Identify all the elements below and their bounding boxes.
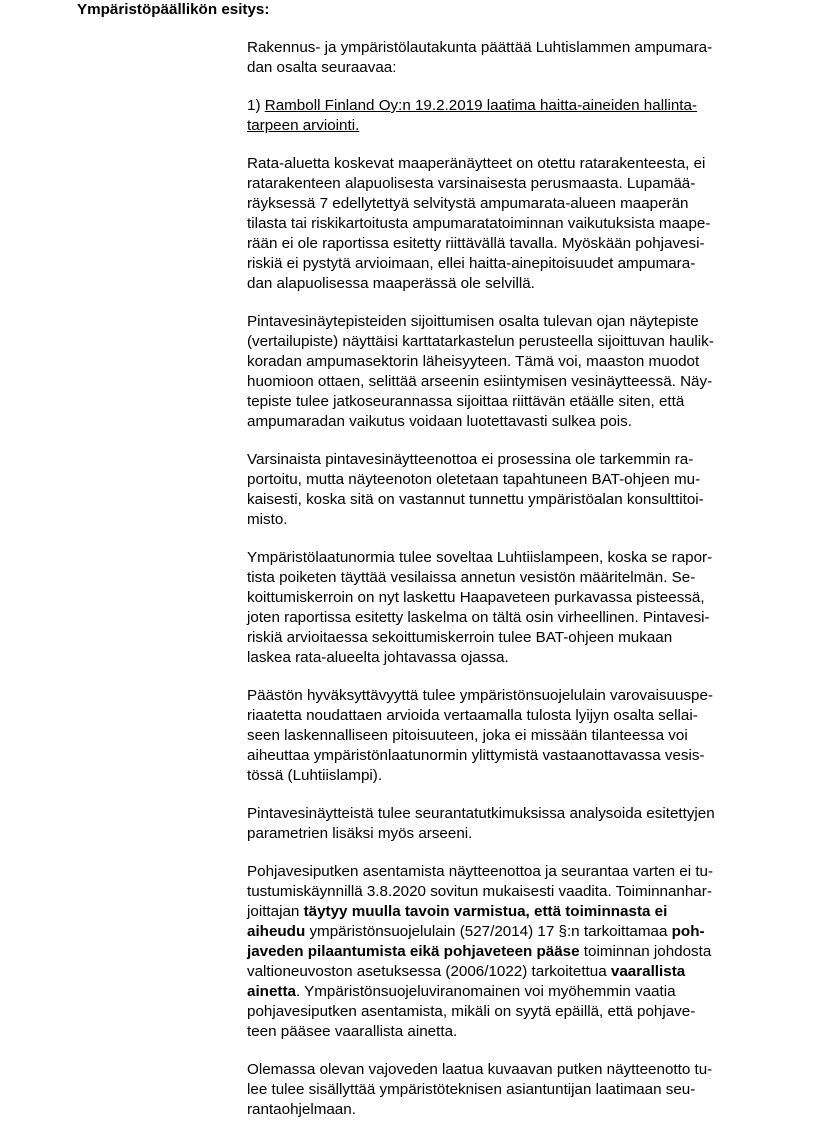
section-heading: Ympäristöpäällikön esitys: (77, 1, 270, 18)
text-segment: Pintavesinäytteistä tulee seurantatutkimuksissa analysoida esitettyjen (247, 805, 715, 822)
text-segment: Pintavesinäytepisteiden sijoittumisen osalta tulevan ojan näytepiste (247, 313, 699, 330)
text-line (247, 392, 747, 412)
text-segment: Päästön hyväksyttävyyttä tulee ympäristönsuojelulain varovaisuuspe- (247, 687, 713, 704)
text-line (247, 174, 747, 194)
text-segment: Rata-aluetta koskevat maaperänäytteet on otettu ratarakenteesta, ei (247, 155, 706, 172)
text-segment: huomioon ottaen, selittää arseenin esiintymisen vesinäytteessä. Näy- (247, 373, 713, 390)
text-segment: räyksessä 7 edellytettyä selvitystä ampumarata-alueen maaperän (247, 195, 689, 212)
text-line (247, 746, 747, 766)
text-line (247, 824, 747, 844)
paragraph (247, 686, 747, 786)
paragraph (247, 548, 747, 668)
text-line (247, 804, 747, 824)
text-line (247, 154, 747, 174)
text-segment: . Ympäristönsuojeluviranomainen voi myöhemmin vaatia (295, 983, 676, 1000)
text-line (247, 510, 747, 530)
bold-text: vaarallista (610, 963, 686, 980)
text-segment: (vertailupiste) näyttäisi karttatarkastelun perusteella sijoittuvan haulik- (247, 333, 714, 350)
text-segment: tista poiketen täyttää vesilaissa annetun vesistön määritelmän. Se- (247, 569, 696, 586)
text-line (247, 882, 747, 902)
proposal-body (247, 38, 747, 1138)
text-line (247, 194, 747, 214)
text-line (247, 1002, 747, 1022)
text-segment: dan osalta seuraavaa: (247, 59, 397, 76)
text-line (247, 1100, 747, 1120)
paragraph (247, 450, 747, 530)
text-line (247, 372, 747, 392)
text-segment: koittumiskerroin on nyt laskettu Haapaveteen purkavassa pisteessä, (247, 589, 705, 606)
text-segment: ratarakenteen alapuolisesta varsinaisesta perusmaasta. Lupamää- (247, 175, 696, 192)
text-line (247, 412, 747, 432)
text-line (247, 58, 747, 78)
paragraph (247, 38, 747, 78)
text-segment: joten raportissa esitetty laskelma on tältä osin virheellinen. Pintavesi- (247, 609, 710, 626)
text-line (247, 234, 747, 254)
text-line (247, 274, 747, 294)
bold-text: täytyy muulla tavoin varmistua, että toiminnasta ei (303, 903, 668, 920)
text-segment: riskiä ei pystytä arvioimaan, ellei haitta-ainepitoisuudet ampumara- (247, 255, 696, 272)
text-line (247, 470, 747, 490)
text-line (247, 312, 747, 332)
text-line (247, 1022, 747, 1042)
text-segment: 1) (247, 97, 265, 114)
text-line (247, 608, 747, 628)
text-line (247, 214, 747, 234)
text-line (247, 548, 747, 568)
text-line (247, 648, 747, 668)
text-segment: portoitu, mutta näyteenoton oletetaan tapahtuneen BAT-ohjeen mu- (247, 471, 701, 488)
text-line (247, 588, 747, 608)
text-segment: tepiste tulee jatkoseurannassa sijoittaa riittävän etäälle siten, että (247, 393, 685, 410)
text-segment: ampumaradan vaikutus voidaan luotettavasti sulkea pois. (247, 413, 632, 430)
text-line (247, 628, 747, 648)
text-line (247, 706, 747, 726)
text-line (247, 982, 747, 1002)
text-segment: Ympäristölaatunormia tulee soveltaa Luhtiislampeen, koska se rapor- (247, 549, 713, 566)
text-segment: misto. (247, 511, 288, 528)
text-line (247, 116, 747, 136)
text-line (247, 862, 747, 882)
paragraph (247, 96, 747, 136)
paragraph (247, 1060, 747, 1120)
paragraph (247, 804, 747, 844)
text-line (247, 902, 747, 922)
text-segment: Pohjavesiputken asentamista näytteenottoa ja seurantaa varten ei tu- (247, 863, 714, 880)
text-line (247, 332, 747, 352)
text-segment: riaatetta noudattaen arvioida vertaamalla tulosta lyijyn osalta sellai- (247, 707, 698, 724)
text-segment: laskea rata-alueelta johtavassa ojassa. (247, 649, 509, 666)
bold-text: aiheudu (247, 923, 306, 940)
text-line (247, 450, 747, 470)
text-line (247, 726, 747, 746)
text-segment: Varsinaista pintavesinäytteenottoa ei prosessina ole tarkemmin ra- (247, 451, 694, 468)
text-line (247, 490, 747, 510)
text-line (247, 766, 747, 786)
underlined-text: tarpeen arviointi. (247, 117, 360, 134)
text-line (247, 1060, 747, 1080)
text-segment: tössä (Luhtiislampi). (247, 767, 383, 784)
paragraph (247, 154, 747, 294)
paragraph (247, 862, 747, 1042)
text-segment: joittajan (247, 903, 304, 920)
text-segment: Olemassa olevan vajoveden laatua kuvaavan putken näytteenotto tu- (247, 1061, 713, 1078)
text-segment: rantaohjelmaan. (247, 1101, 356, 1118)
text-line (247, 922, 747, 942)
text-segment: aiheuttaa ympäristönlaatunormin ylittymistä vastaanottavassa vesis- (247, 747, 705, 764)
bold-text: javeden pilaantumista eikä pohjaveteen pääse (247, 943, 580, 960)
text-line (247, 352, 747, 372)
text-line (247, 96, 747, 116)
text-line (247, 254, 747, 274)
text-segment: lee tulee sisällyttää ympäristöteknisen asiantuntijan laatimaan seu- (247, 1081, 696, 1098)
text-segment: seen laskennalliseen pitoisuuteen, joka ei missään tilanteessa voi (247, 727, 688, 744)
text-line (247, 38, 747, 58)
text-line (247, 1080, 747, 1100)
text-segment: rään ei ole raportissa esitetty riittävällä tavalla. Myöskään pohjavesi- (247, 235, 705, 252)
text-segment: toiminnan johdosta (579, 943, 712, 960)
text-segment: valtioneuvoston asetuksessa (2006/1022) tarkoitettua (247, 963, 611, 980)
bold-text: ainetta (247, 983, 296, 1000)
text-line (247, 568, 747, 588)
paragraph (247, 312, 747, 432)
text-segment: dan alapuolisessa maaperässä ole selvillä. (247, 275, 535, 292)
text-segment: koradan ampumasektorin läheisyyteen. Tämä voi, maaston muodot (247, 353, 700, 370)
underlined-text: Ramboll Finland Oy:n 19.2.2019 laatima haitta-aineiden hallinta- (264, 97, 697, 114)
bold-text: poh- (671, 923, 705, 940)
text-segment: pohjavesiputken asentamista, mikäli on syytä epäillä, että pohjave- (247, 1003, 696, 1020)
text-segment: kaisesti, koska sitä on vastannut tunnettu ympäristöalan konsulttitoi- (247, 491, 704, 508)
text-line (247, 962, 747, 982)
text-segment: parametrien lisäksi myös arseeni. (247, 825, 473, 842)
text-segment: Rakennus- ja ympäristölautakunta päättää Luhtislammen ampumara- (247, 39, 713, 56)
text-line (247, 942, 747, 962)
text-segment: riskiä arvioitaessa sekoittumiskerroin tulee BAT-ohjeen mukaan (247, 629, 673, 646)
text-segment: teen pääsee vaarallista ainetta. (247, 1023, 458, 1040)
text-segment: ympäristönsuojelulain (527/2014) 17 §:n tarkoittamaa (305, 923, 672, 940)
text-segment: tilasta tai riskikartoitusta ampumaratatoiminnan vaikutuksista maape- (247, 215, 711, 232)
text-line (247, 686, 747, 706)
text-segment: tustumiskäynnillä 3.8.2020 sovitun mukaisesti vaadita. Toiminnanhar- (247, 883, 712, 900)
